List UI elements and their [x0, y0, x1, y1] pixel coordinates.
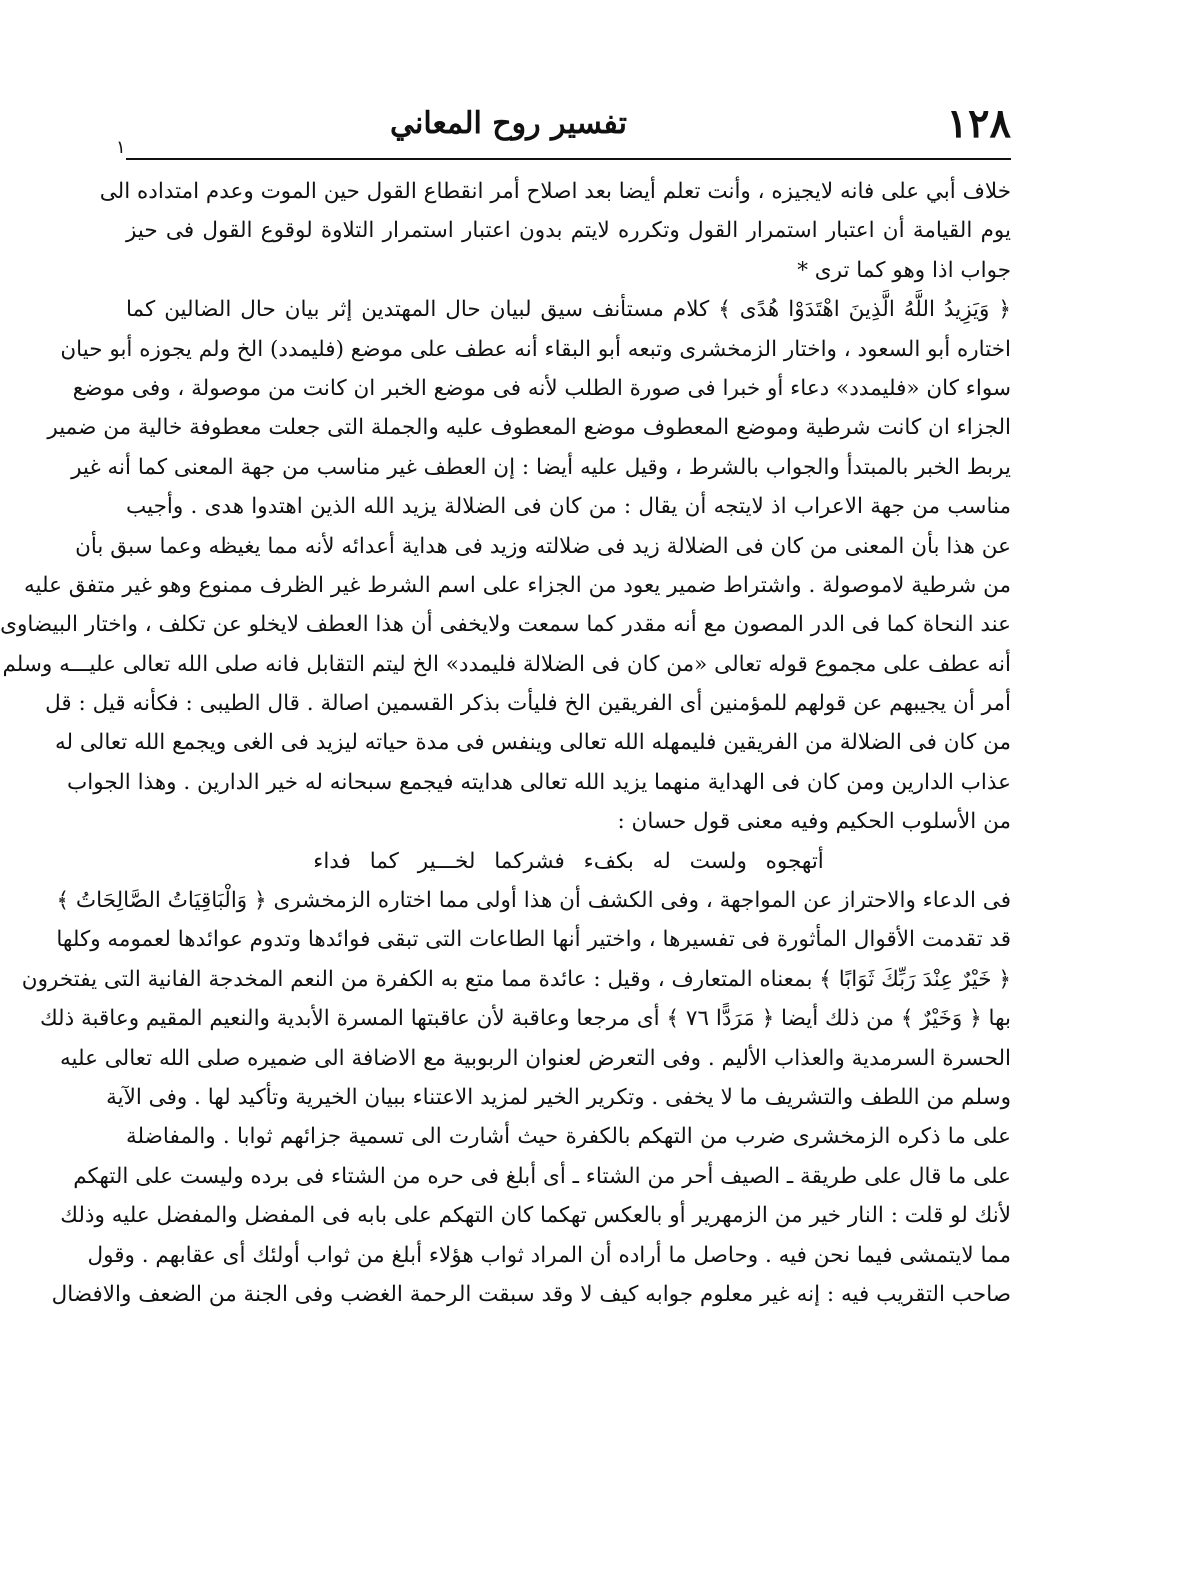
text-line: خلاف أبي على فانه لايجيزه ، وأنت تعلم أيضا بعد اصلاح أمر انقطاع القول حين الموت وعدم امتداده الى — [99, 179, 1011, 204]
corner-mark: ١ — [116, 137, 126, 158]
text-line: يربط الخبر بالمبتدأ والجواب بالشرط ، وقيل عليه أيضا : إن العطف غير مناسب من جهة المعنى كما أنه غير — [71, 454, 1011, 480]
text-line: ﴿ وَيَزِيدُ اللَّهُ الَّذِينَ اهْتَدَوْا هُدًى ﴾ كلام مستأنف سيق لبيان حال المهتدين إثر بيان حال الضالين كما — [126, 297, 1011, 323]
text-line: بها ﴿ وَخَيْرٌ ﴾ من ذلك أيضا ﴿ مَرَدًّا ٧٦ ﴾ أى مرجعا وعاقبة لأن عاقبتها المسرة الأبدية والنعيم المقيم وعاقبة ذلك — [39, 1006, 1011, 1032]
text-line: الحسرة السرمدية والعذاب الأليم . وفى التعرض لعنوان الربوبية مع الاضافة الى ضميره صلى الله تعالى عليه — [59, 1045, 1011, 1071]
text-line: قد تقدمت الأقوال المأثورة فى تفسيرها ، واختير أنها الطاعات التى تبقى فوائدها وتدوم عوائدها لعمومه وكلها — [56, 927, 1011, 953]
text-line: ﴿ خَيْرٌ عِنْدَ رَبِّكَ ثَوَابًا ﴾ بمعناه المتعارف ، وقيل : عائدة مما متع به الكفرة من النعم المخدجة الفانية التى يفتخرون — [21, 966, 1011, 992]
text-line: الجزاء ان كانت شرطية وموضع المعطوف موضع المعطوف عليه والجملة التى جعلت معطوفة خالية من ضمير — [47, 415, 1011, 441]
running-title: تفسير روح المعاني — [390, 106, 627, 141]
text-line: من الأسلوب الحكيم وفيه معنى قول حسان : — [617, 809, 1011, 835]
page-number: ١٢٨ — [946, 100, 1011, 147]
text-line: عن هذا بأن المعنى من كان فى الضلالة زيد فى ضلالته وزيد فى هداية أعدائه لأنه مما يغيظه وعما سبق بأن — [75, 533, 1011, 559]
body-text — [0, 172, 1011, 1314]
text-line: يوم القيامة أن اعتبار استمرار القول وتكرره لايتم بدون اعتبار استمرار التلاوة لوقوع القول فى حيز — [126, 218, 1011, 244]
text-line: اختاره أبو السعود ، واختار الزمخشرى وتبعه أبو البقاء أنه عطف على موضع (فليمدد) الخ ولم يجوزه أبو حيان — [60, 336, 1011, 362]
text-line: مما لايتمشى فيما نحن فيه . وحاصل ما أراده أن المراد ثواب هؤلاء أبلغ من ثواب أولئك أى عقابهم . وقول — [87, 1242, 1011, 1268]
page-header — [116, 96, 1011, 158]
text-line: مناسب من جهة الاعراب اذ لايتجه أن يقال : من كان فى الضلالة يزيد الله الذين اهتدوا هدى . وأجيب — [126, 494, 1011, 520]
text-line: من شرطية لاموصولة . واشتراط ضمير يعود من الجزاء على اسم الشرط غير الظرف ممنوع وهو غير متفق عليه — [23, 572, 1011, 598]
text-line: أمر أن يجيبهم عن قولهم للمؤمنين أى الفريقين الخ فليأت بذكر القسمين اصالة . قال الطيبى : فكأنه قيل : قل — [45, 691, 1011, 717]
text-line: سواء كان «فليمدد» دعاء أو خبرا فى صورة الطلب لأنه فى موضع الخبر ان كانت من موصولة ، وفى موضع — [72, 375, 1011, 401]
text-line: أنه عطف على مجموع قوله تعالى «من كان فى الضلالة فليمدد» الخ ليتم التقابل فانه صلى الله تعالى عليـــه وسلم — [2, 651, 1011, 677]
header-divider — [126, 158, 1011, 160]
text-line: على ما ذكره الزمخشرى ضرب من التهكم بالكفرة حيث أشارت الى تسمية جزائهم ثوابا . والمفاضلة — [126, 1124, 1011, 1150]
text-line: لأنك لو قلت : النار خير من الزمهرير أو بالعكس تهكما كان التهكم على بابه فى المفضل والمفضل عليه وذلك — [60, 1203, 1011, 1229]
poetry-verse: أتهجوه ولست له بكفء فشركما لخـــير كما فداء — [313, 848, 824, 874]
text-line: صاحب التقريب فيه : إنه غير معلوم جوابه كيف لا وقد سبقت الرحمة الغضب وفى الجنة من الضعف والافضال — [51, 1281, 1011, 1307]
text-line: فى الدعاء والاحتراز عن المواجهة ، وفى الكشف أن هذا أولى مما اختاره الزمخشرى ﴿ وَالْبَاقِيَاتُ الصَّالِحَاتُ ﴾ — [56, 888, 1011, 914]
text-line: عند النحاة كما فى الدر المصون مع أنه مقدر كما سمعت ولايخفى أن هذا العطف لايخلو عن تكلف ، واختار البيضاوى — [0, 612, 1011, 638]
text-line: وسلم من اللطف والتشريف ما لا يخفى . وتكرير الخير لمزيد الاعتناء ببيان الخيرية وتأكيد لها . وفى الآية — [106, 1084, 1011, 1110]
text-line: جواب اذا وهو كما ترى * — [797, 257, 1011, 283]
text-line: على ما قال على طريقة ـ الصيف أحر من الشتاء ـ أى أبلغ فى حره من الشتاء فى برده وليست على التهكم — [73, 1163, 1011, 1189]
text-line: عذاب الدارين ومن كان فى الهداية منهما يزيد الله تعالى هدايته فيجمع سبحانه له خير الدارين . وهذا الجواب — [67, 769, 1011, 795]
text-line: من كان فى الضلالة من الفريقين فليمهله الله تعالى وينفس فى مدة حياته ليزيد فى الغى ويجمع الله تعالى له — [54, 730, 1011, 756]
